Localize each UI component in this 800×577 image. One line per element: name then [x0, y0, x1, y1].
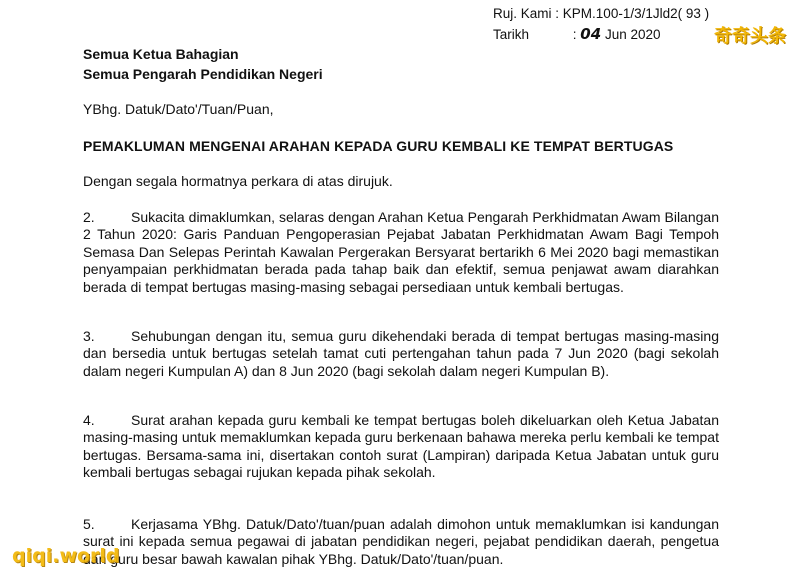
- date-day-handwritten: 04: [580, 25, 602, 43]
- paragraph-text: Sukacita dimaklumkan, selaras dengan Arahan Ketua Pengarah Perkhidmatan Awam Bilangan 2 Tahun 2020: Garis Panduan Pengoperasian Pejabat Jabatan Perkhidmatan Awam Bagi Tempoh Semasa Dan Selepas Perintah Kawalan Pergerakan Bersyarat bertarikh 6 Mei 2020 bagi memastikan penyampaian perkhidmatan berada pada tahap baik dan efektif, semua penjawat awam diarahkan berada di tempat bertugas masing-masing sebagai persediaan untuk kembali bertugas.: [83, 209, 719, 295]
- recipient-line: Semua Ketua Bahagian: [83, 46, 239, 62]
- letter-subject: PEMAKLUMAN MENGENAI ARAHAN KEPADA GURU KEMBALI KE TEMPAT BERTUGAS: [83, 138, 674, 154]
- paragraph-3: [83, 328, 719, 380]
- opening-line: Dengan segala hormatnya perkara di atas dirujuk.: [83, 173, 393, 189]
- reference-label: Ruj. Kami :: [493, 6, 560, 21]
- paragraph-text: Sehubungan dengan itu, semua guru dikehendaki berada di tempat bertugas masing-masing dan bersedia untuk bertugas setelah tamat cuti pertengahan tahun pada 7 Jun 2020 (bagi sekolah dalam negeri Kumpulan A) dan 8 Jun 2020 (bagi sekolah dalam negeri Kumpulan B).: [83, 328, 719, 379]
- paragraph-number: 4.: [83, 412, 95, 428]
- recipient-line: Semua Pengarah Pendidikan Negeri: [83, 66, 323, 82]
- paragraph-4: [83, 412, 719, 482]
- reference-block: [493, 4, 709, 45]
- paragraph-2: [83, 209, 719, 296]
- paragraph-number: 3.: [83, 328, 95, 344]
- paragraph-5: [83, 516, 719, 568]
- date-label: Tarikh: [493, 27, 530, 42]
- date-row: [493, 24, 709, 45]
- paragraph-text: Surat arahan kepada guru kembali ke tempat bertugas boleh dikeluarkan oleh Ketua Jabatan masing-masing untuk memaklumkan kepada guru berkenaan bahawa mereka perlu kembali ke tempat bertugas. Bersama-sama ini, disertakan contoh surat (Lampiran) daripada Ketua Jabatan untuk guru kembali bertugas sebagai rujukan kepada pihak sekolah.: [83, 412, 719, 481]
- watermark-top: 奇奇头条: [714, 26, 786, 47]
- recipients-block: [83, 44, 323, 84]
- paragraph-number: 2.: [83, 209, 95, 225]
- date-separator: :: [572, 27, 577, 42]
- date-month-year: Jun 2020: [604, 27, 661, 42]
- salutation: YBhg. Datuk/Dato'/Tuan/Puan,: [83, 101, 274, 117]
- watermark-bottom: qiqi.world: [12, 545, 120, 567]
- reference-number-row: [493, 4, 709, 24]
- reference-number: KPM.100-1/3/1Jld2( 93 ): [562, 6, 710, 21]
- paragraph-text: Kerjasama YBhg. Datuk/Dato'/tuan/puan adalah dimohon untuk memaklumkan isi kandungan surat ini kepada semua pegawai di jabatan pendidikan negeri, pejabat pendidikan daerah, pengetua dan guru besar bawah kawalan pihak YBhg. Datuk/Dato'/tuan/puan.: [83, 516, 719, 567]
- paragraph-number: 5.: [83, 516, 95, 532]
